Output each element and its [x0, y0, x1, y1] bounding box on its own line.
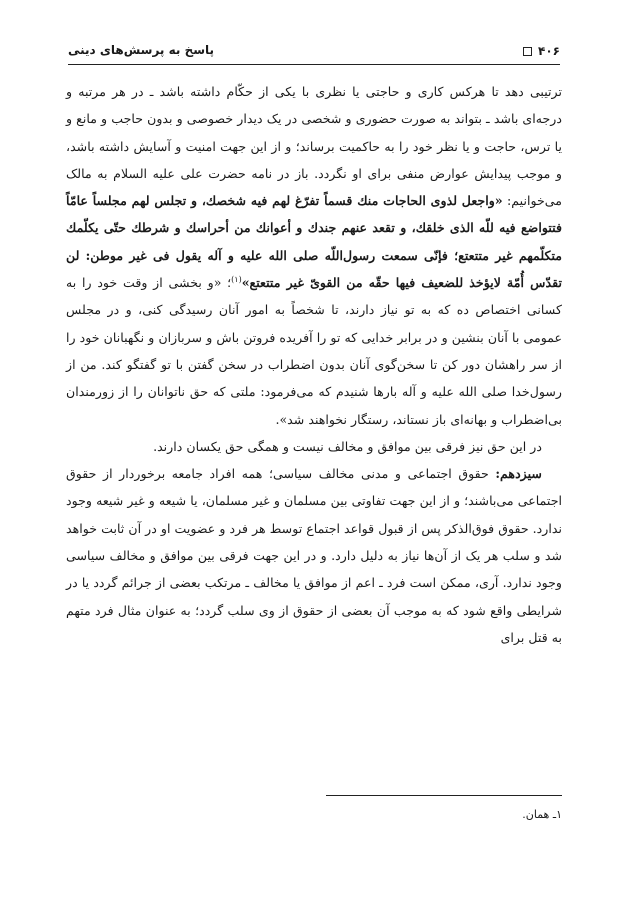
page-header — [68, 40, 560, 65]
paragraph-3-text: حقوق اجتماعی و مدنی مخالف سیاسی؛ همه افراد جامعه برخوردار از حقوق اجتماعی می‌باشند؛ و از این جهت تفاوتی بین مسلمان و غیر مسلمان، یا شیعه و غیر شیعه وجود ندارد. حقوق فوق‌الذکر پس از قبول قواعد اجتماع توسط هر فرد و عضویت او در آن ثابت خواهد شد و سلب هر یک از آن‌ها نیاز به دلیل دارد. و در این جهت فرقی بین موافق و مخالف سیاسی وجود ندارد. آری، ممکن است فرد ـ اعم از موافق یا مخالف ـ مرتکب بعضی از جرائم گردد یا در شرایطی واقع شود که به موجب آن بعضی از حقوق از وی سلب گردد؛ به عنوان مثال فرد متهم به قتل برای — [66, 466, 562, 645]
running-title: پاسخ به پرسش‌های دینی — [68, 43, 215, 57]
footnote: ۱ـ همان. — [522, 808, 562, 821]
paragraph-1-translation: ؛ «و بخشی از وقت خود را به کسانی اختصاص ده که به تو نیاز دارند، تا شخصاً به امور آنان رسیدگی کنی، و در مجلس عمومی با آنان بنشین و در برابر خدایی که تو را آفریده فروتن باش و سربازان و نگهبانان خود را از سر راهشان دور کن تا سخن‌گوی آنان بدون اضطراب در سخن گفتن با تو گفتگو کند. من از رسول‌خدا صلی الله علیه و آله بارها شنیدم که می‌فرمود: ملتی که حق ناتوانان را از زورمندان بی‌اضطراب و بهانه‌ای باز نستاند، رستگار نخواهند شد». — [66, 275, 562, 427]
paragraph-1-intro: ترتیبی دهد تا هرکس کاری و حاجتی یا نظری با یکی از حکّام داشته باشد ـ در هر مرتبه و درجه‌ای باشد ـ بتواند به صورت حضوری و شخصی در یک دیدار خصوصی و بدون حاجب و مانع و یا ترس، حاجت و یا نظر خود را به حاکمیت برساند؛ و از این جهت امنیت و آسایش داشته باشد، و موجب پیدایش عوارض منفی برای او نگردد. باز در نامه حضرت علی علیه السلام به مالک می‌خوانیم: — [66, 84, 562, 209]
square-icon — [523, 47, 532, 56]
body-text — [66, 78, 562, 651]
section-label: سیزدهم: — [495, 466, 542, 482]
paragraph-3 — [66, 460, 562, 651]
paragraph-1 — [66, 78, 562, 433]
page-number: ۴۰۶ — [538, 44, 560, 58]
hadith-quote: «واجعل لذوی الحاجات منك قسماً تفرّغ لهم فیه شخصك، و تجلس لهم مجلساً عامّاً فتتواضع فیه للّه الذی خلقك، و تقعد عنهم جندك و أعوانك من أحراسك و شرطك حتّی یكلّمك متكلّمهم غیر متتعتع؛ فإنّی سمعت رسول‌اللّه صلی الله علیه و آله یقول فی غیر موطن: لن تقدّس أُمّة لایؤخذ للضعیف فیها حقّه من القویّ غیر متتعتع» — [66, 193, 562, 291]
footnote-divider — [326, 795, 562, 796]
page-number-group — [523, 44, 560, 58]
paragraph-2: در این حق نیز فرقی بین موافق و مخالف نیست و همگی حق یکسان دارند. — [153, 438, 542, 454]
footnote-marker: (۱) — [231, 274, 242, 284]
